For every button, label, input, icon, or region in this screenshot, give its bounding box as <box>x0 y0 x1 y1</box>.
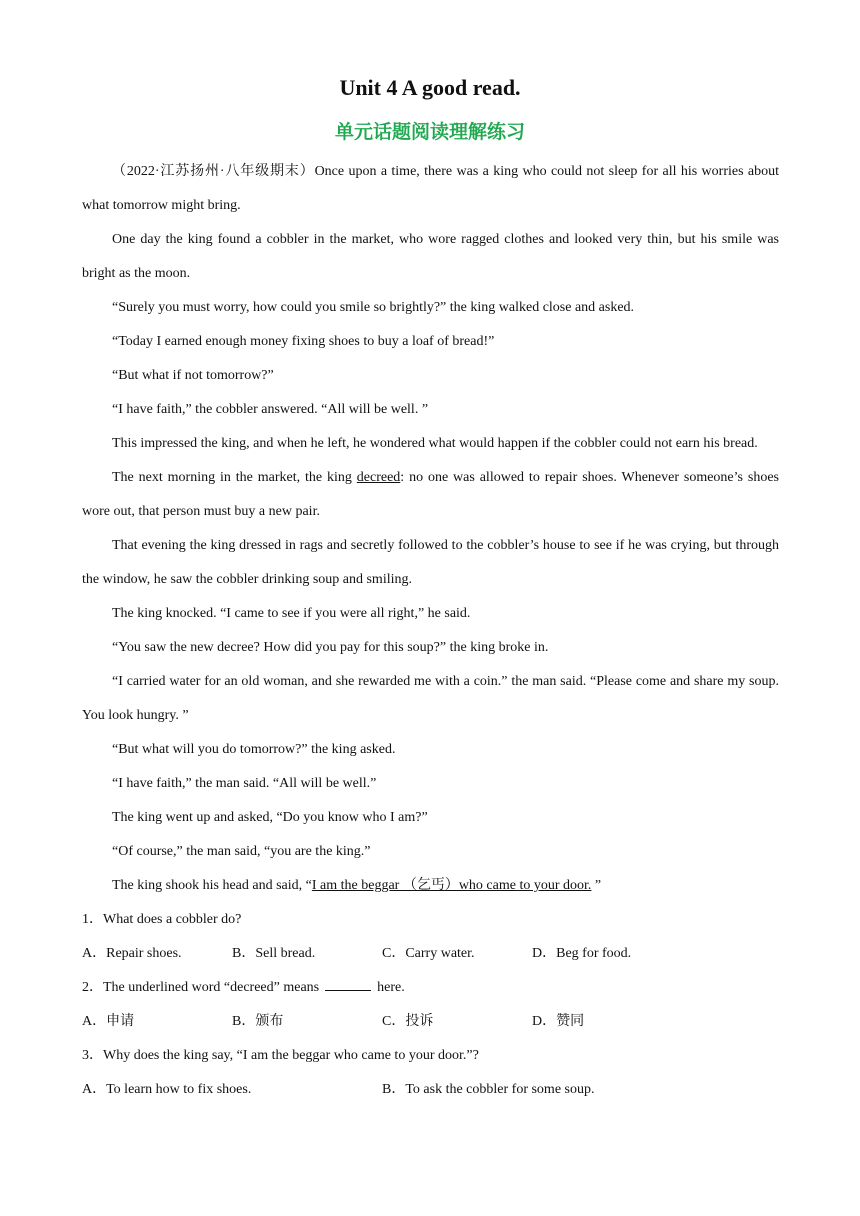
page-subtitle: 单元话题阅读理解练习 <box>334 121 525 143</box>
option-a: A．申请 <box>82 1014 135 1029</box>
paragraph-5: “But what if not tomorrow?” <box>112 368 274 383</box>
question-3-stem: 3．Why does the king say, “I am the beggar who came to your door.”? <box>82 1048 479 1063</box>
paragraph-10: The king knocked. “I came to see if you were all right,” he said. <box>112 606 471 621</box>
option-a: A．Repair shoes. <box>82 946 182 961</box>
paragraph-17: The king shook his head and said, “I am the beggar （乞丐）who came to your door. ” <box>112 878 602 893</box>
question-1-options <box>82 937 779 971</box>
question-3-options <box>82 1073 779 1107</box>
question-2-stem: 2．The underlined word “decreed” means here. <box>82 971 779 1005</box>
paragraph-13: “But what will you do tomorrow?” the king asked. <box>112 742 396 757</box>
question-1-stem: 1．What does a cobbler do? <box>82 912 242 927</box>
paragraph-8: The next morning in the market, the king decreed: no one was allowed to repair shoes. Whenever someone’s shoes wore out, that person must buy a new pair. <box>82 470 779 519</box>
paragraph-14: “I have faith,” the man said. “All will be well.” <box>112 776 377 791</box>
option-b: B．Sell bread. <box>232 946 316 961</box>
paragraph-15: The king went up and asked, “Do you know who I am?” <box>112 810 428 825</box>
reading-passage <box>82 155 779 1107</box>
page-title: Unit 4 A good read. <box>339 75 521 100</box>
paragraph-9: That evening the king dressed in rags and secretly followed to the cobbler’s house to see if he was crying, but through the window, he saw the cobbler drinking soup and smiling. <box>82 538 779 587</box>
underlined-sentence: I am the beggar （乞丐）who came to your door. <box>311 878 592 893</box>
paragraph-16: “Of course,” the man said, “you are the king.” <box>112 844 371 859</box>
source-note: （2022·江苏扬州·八年级期末） <box>112 164 315 179</box>
paragraph-3: “Surely you must worry, how could you smile so brightly?” the king walked close and asked. <box>112 300 635 315</box>
option-b: B．To ask the cobbler for some soup. <box>382 1082 595 1097</box>
paragraph-11: “You saw the new decree? How did you pay for this soup?” the king broke in. <box>112 640 549 655</box>
option-c: C．Carry water. <box>382 946 475 961</box>
option-a: A．To learn how to fix shoes. <box>82 1082 252 1097</box>
paragraph-7: This impressed the king, and when he left, he wondered what would happen if the cobbler could not earn his bread. <box>112 436 758 451</box>
underlined-word: decreed <box>356 470 401 485</box>
paragraph-1: （2022·江苏扬州·八年级期末）Once upon a time, there was a king who could not sleep for all his worries about what tomorrow might bring. <box>82 164 779 213</box>
option-d: D．Beg for food. <box>532 946 632 961</box>
paragraph-6: “I have faith,” the cobbler answered. “All will be well. ” <box>112 402 429 417</box>
answer-blank <box>325 976 371 991</box>
option-b: B．颁布 <box>232 1014 284 1029</box>
option-d: D．赞同 <box>532 1014 585 1029</box>
paragraph-12: “I carried water for an old woman, and she rewarded me with a coin.” the man said. “Please come and share my soup. You look hungry. ” <box>82 674 779 723</box>
paragraph-2: One day the king found a cobbler in the market, who wore ragged clothes and looked very thin, but his smile was bright as the moon. <box>82 232 779 281</box>
option-c: C．投诉 <box>382 1014 434 1029</box>
paragraph-4: “Today I earned enough money fixing shoes to buy a loaf of bread!” <box>112 334 495 349</box>
question-2-options <box>82 1005 779 1039</box>
